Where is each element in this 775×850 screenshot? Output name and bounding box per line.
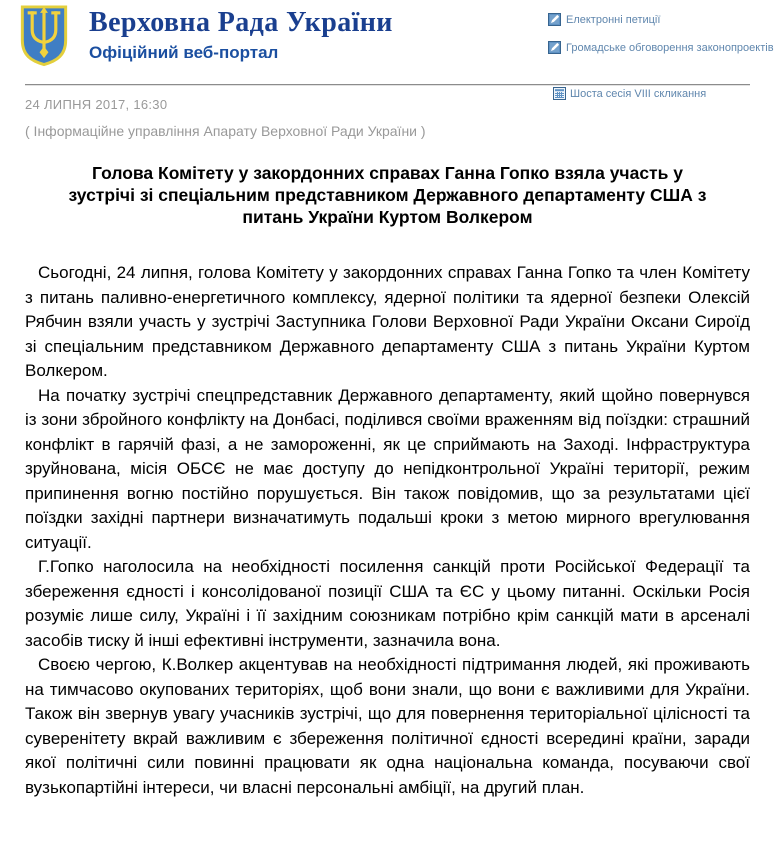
article-date: 24 ЛИПНЯ 2017, 16:30 — [25, 97, 168, 112]
calendar-icon — [553, 87, 566, 100]
article-title: Голова Комітету у закордонних справах Ганна Гопко взяла участь у зустрічі зі спеціальним представником Державного департаменту США з питань України Куртом Волкером — [68, 163, 707, 227]
link-label: Електронні петиції — [566, 13, 661, 26]
link-public-discussion[interactable] — [548, 41, 774, 54]
edit-icon — [548, 13, 561, 26]
header-divider — [25, 84, 750, 86]
article-paragraph: На початку зустрічі спецпредставник Державного департаменту, який щойно повернувся із зони збройного конфлікту на Донбасі, поділився своїми враженням від поїздки: страшний конфлікт в гарячій фазі, а не замороженні, як це сприймають на Заході. Інфраструктура зруйнована, місія ОБСЄ не має доступу до непідконтрольної Україні території, режим припинення вогню постійно порушується. Він також повідомив, що за результатами цієї поїздки західні партнери визначатимуть подальші кроки з метою мирного врегулювання ситуації. — [25, 385, 750, 552]
ukraine-trident-shield-icon — [17, 4, 71, 67]
site-brand — [89, 7, 393, 63]
coat-of-arms-logo[interactable] — [17, 4, 71, 67]
article-body — [25, 261, 750, 800]
article — [0, 97, 775, 800]
link-electronic-petitions[interactable] — [548, 13, 774, 26]
link-label: Громадське обговорення законопроектів — [566, 41, 774, 54]
header-links — [548, 13, 774, 69]
article-source: ( Інформаційне управління Апарату Верховної Ради України ) — [25, 123, 426, 139]
article-paragraph: Г.Гопко наголосила на необхідності посилення санкцій проти Російської Федерації та збереження єдності і консолідованої позиції США та ЄС у цьому питанні. Оскільки Росія розуміє лише силу, Україні і її західним союзникам потрібно крім санкцій мати в арсеналі засобів тиску й інші ефективні інструменти, зазначила вона. — [25, 557, 750, 650]
link-session[interactable] — [553, 87, 706, 100]
edit-icon — [548, 41, 561, 54]
article-paragraph: Сьогодні, 24 липня, голова Комітету у закордонних справах Ганна Гопко та член Комітету з питань паливно-енергетичного комплексу, ядерної політики та ядерної безпеки Олексій Рябчин взяли участь у зустрічі Заступника Голови Верховної Ради України Оксани Сироїд зі спеціальним представником Державного департаменту США з питань України Куртом Волкером. — [25, 263, 750, 380]
article-paragraph: Своєю чергою, К.Волкер акцентував на необхідності підтримання людей, які проживають на тимчасово окупованих територіях, щоб вони знали, що вони є важливими для України. Також він звернув увагу учасників зустрічі, що для повернення територіальної цілісності та суверенітету вкрай важливим є збереження політичної єдності всередині країни, заради якої політичні сили повинні працювати як одна національна команда, посуваючи свої вузькопартійні інтереси, чи власні персональні амбіції, на другий план. — [25, 655, 750, 797]
session-label: Шоста сесія VIII скликання — [570, 87, 707, 100]
site-title: Верховна Рада України — [89, 7, 393, 38]
site-subtitle: Офіційний веб-портал — [89, 43, 279, 62]
site-header — [0, 0, 775, 84]
